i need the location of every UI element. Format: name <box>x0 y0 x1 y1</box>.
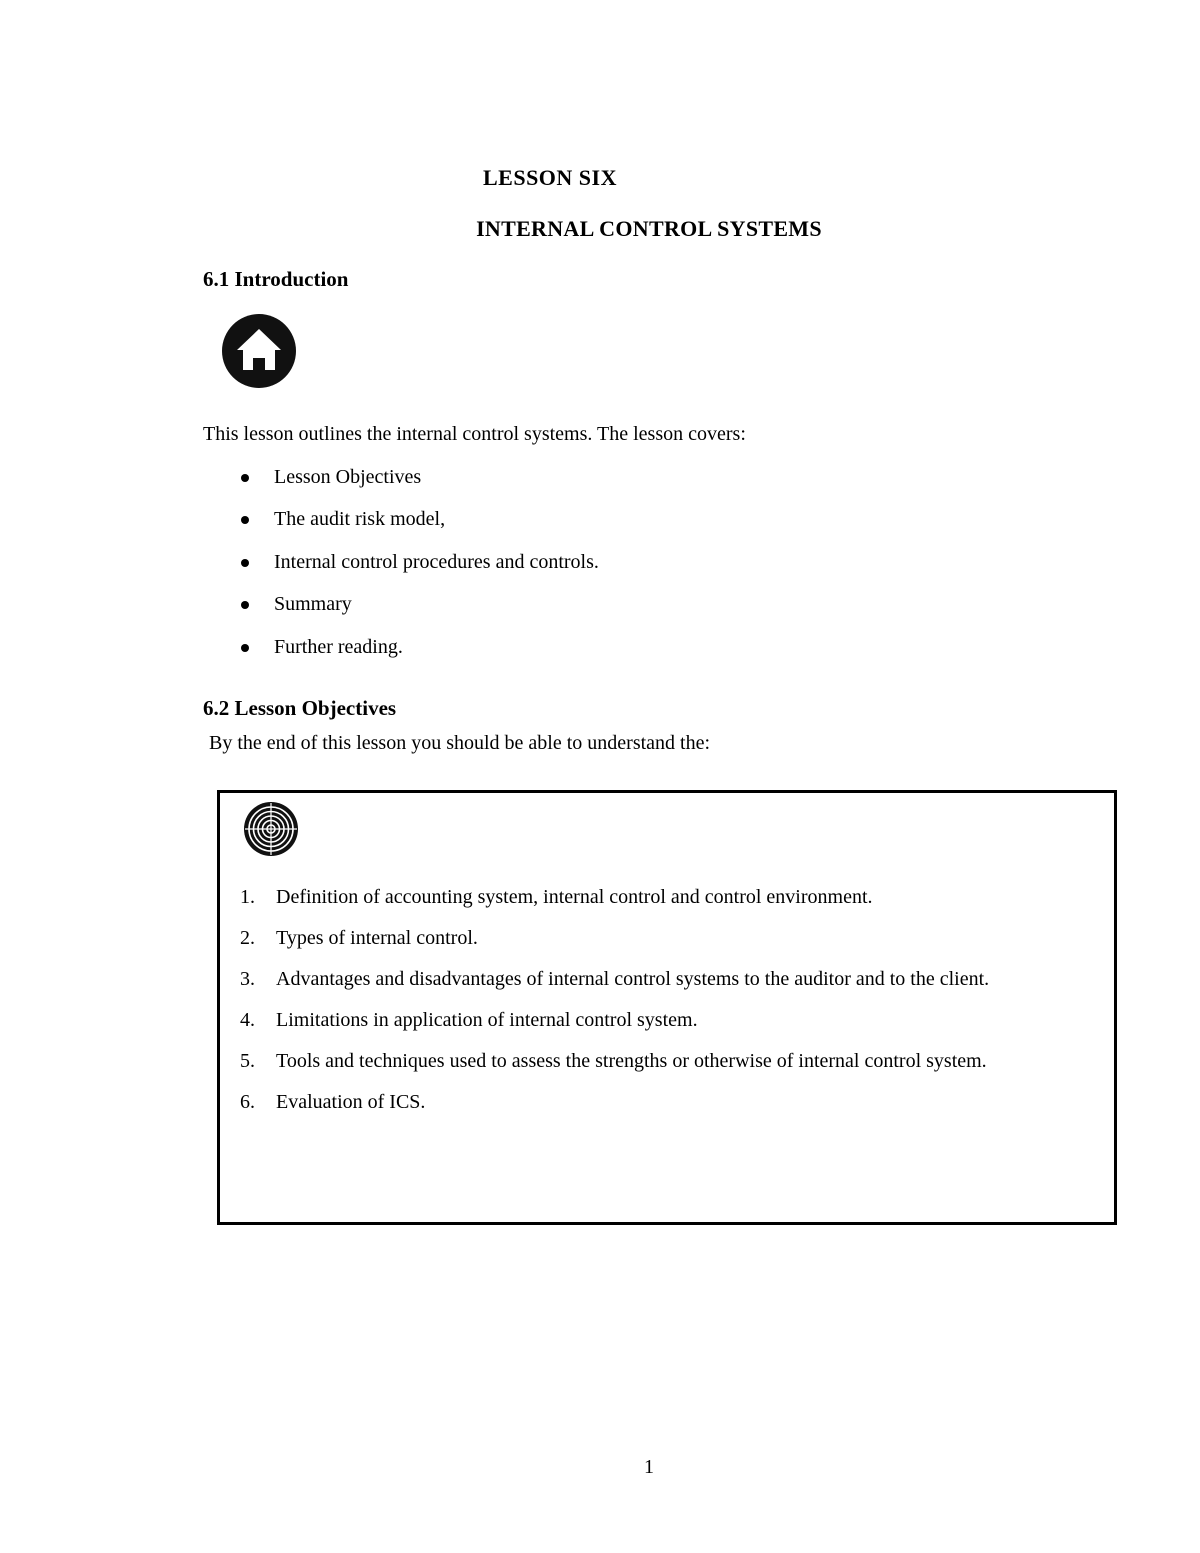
bullet-icon <box>241 601 249 609</box>
list-item: 3. Advantages and disadvantages of internal control systems to the auditor and to the client. <box>240 968 990 990</box>
home-icon <box>220 312 298 390</box>
objectives-text: By the end of this lesson you should be able to understand the: <box>209 732 711 754</box>
objectives-box <box>217 790 1117 1225</box>
introduction-heading: 6.1 Introduction <box>203 267 349 291</box>
list-item: 5. Tools and techniques used to assess the strengths or otherwise of internal control system. <box>240 1050 987 1072</box>
lesson-number: LESSON SIX <box>482 165 617 190</box>
list-item: Summary <box>236 589 599 631</box>
objectives-heading: 6.2 Lesson Objectives <box>203 696 397 720</box>
introduction-list <box>236 462 599 674</box>
bullet-icon <box>241 516 249 524</box>
introduction-text: This lesson outlines the internal control systems. The lesson covers: <box>203 423 746 445</box>
list-item: Further reading. <box>236 632 599 674</box>
list-item: Lesson Objectives <box>236 462 599 504</box>
list-item: 1. Definition of accounting system, internal control and control environment. <box>240 886 873 908</box>
bullet-icon <box>241 644 249 652</box>
list-item: 2. Types of internal control. <box>240 927 478 949</box>
target-icon <box>243 801 299 857</box>
bullet-icon <box>241 559 249 567</box>
objectives-list <box>240 877 1098 1123</box>
page-title: INTERNAL CONTROL SYSTEMS <box>476 216 822 241</box>
list-item: 4. Limitations in application of internal control system. <box>240 1009 698 1031</box>
page-number: 1 <box>644 1456 654 1478</box>
list-item: 6. Evaluation of ICS. <box>240 1091 426 1113</box>
list-item: Internal control procedures and controls. <box>236 547 599 589</box>
list-item: The audit risk model, <box>236 504 599 546</box>
bullet-icon <box>241 474 249 482</box>
